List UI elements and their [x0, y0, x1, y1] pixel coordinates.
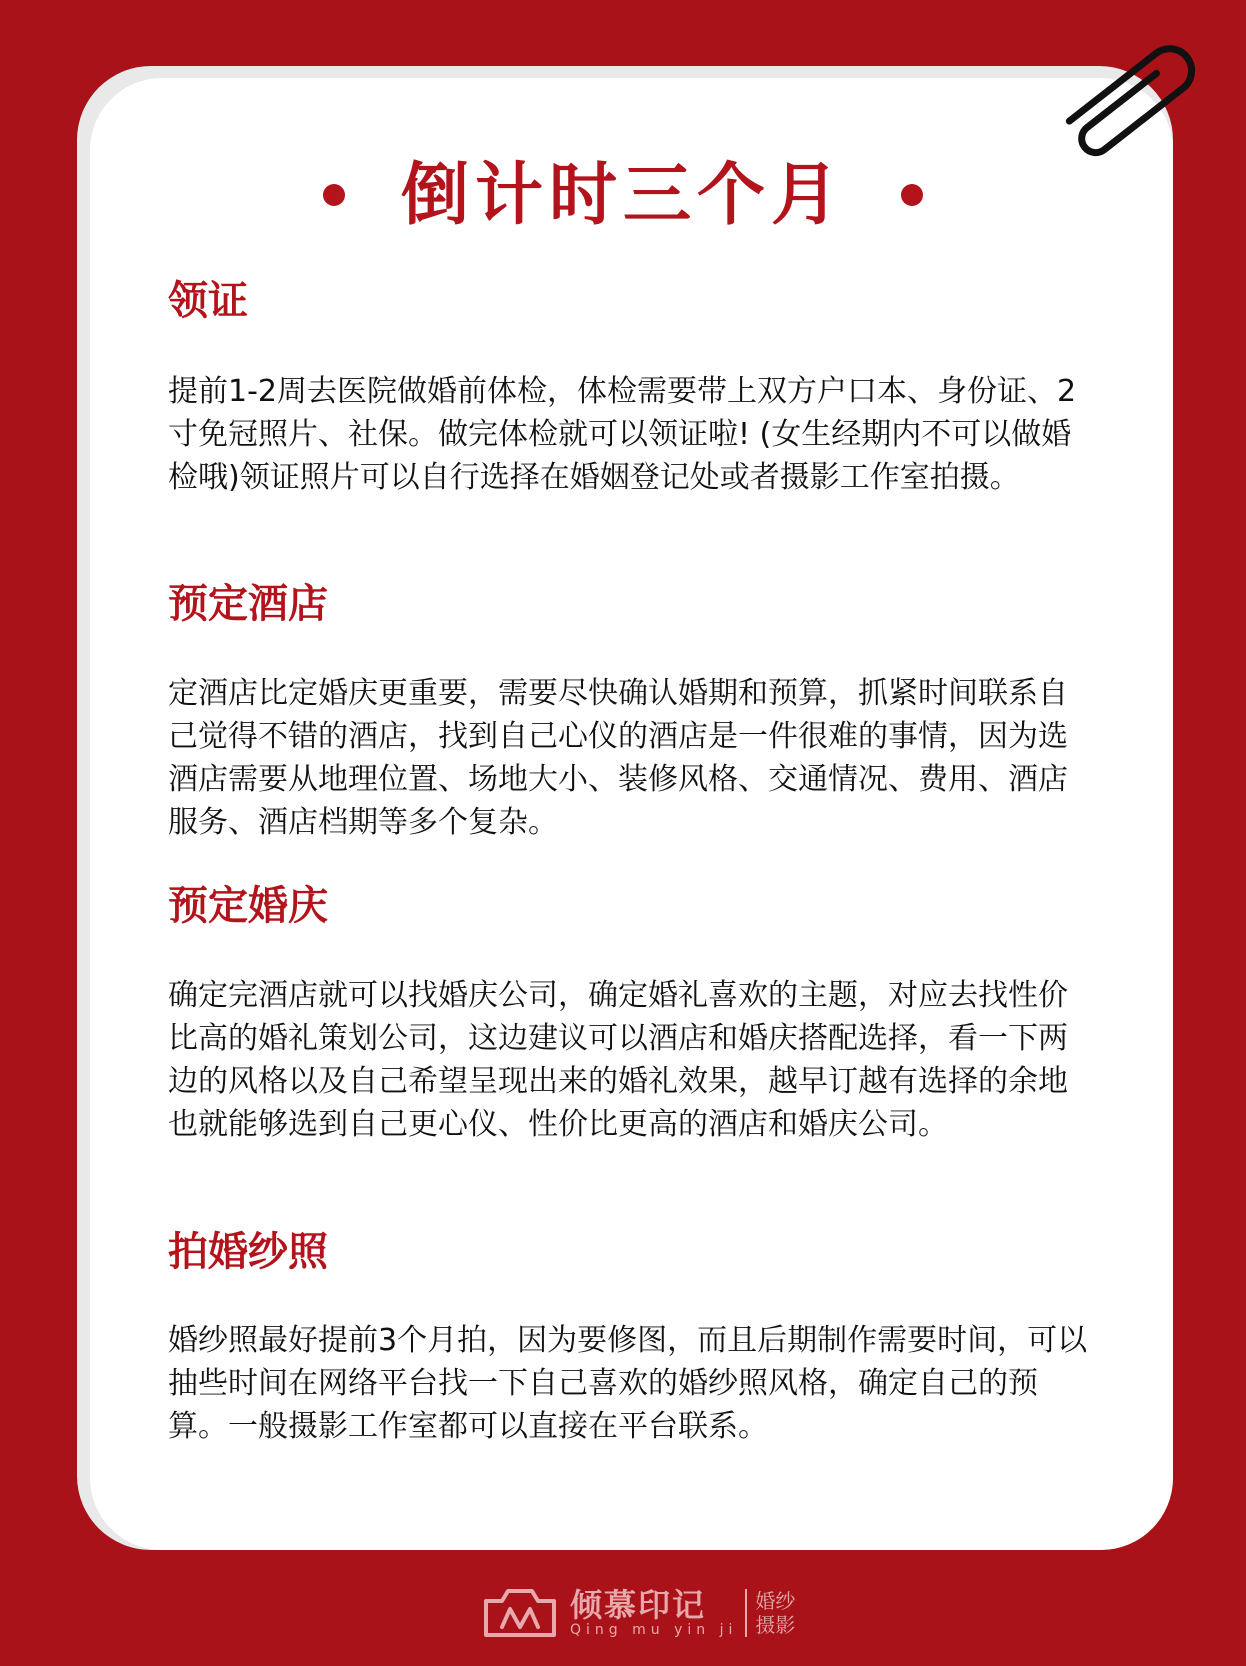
section-body-wedding-planner: 确定完酒店就可以找婚庆公司，确定婚礼喜欢的主题，对应去找性价比高的婚礼策划公司，这边建议可以酒店和婚庆搭配选择，看一下两边的风格以及自己希望呈现出来的婚礼效果，越早订越有选择的余地也就能够选到自己更心仪、性价比更高的酒店和婚庆公司。: [168, 978, 1068, 1142]
camera-logo-icon: [480, 1585, 560, 1641]
title-dot-left: [323, 184, 345, 206]
section-heading-hotel: 预定酒店: [168, 581, 328, 627]
footer-brand: [570, 1588, 737, 1638]
footer-brand-block: [480, 1585, 795, 1641]
footer-divider: [745, 1589, 747, 1637]
title-row: [0, 150, 1246, 240]
section-heading-wedding-photos: 拍婚纱照: [168, 1229, 328, 1275]
title-dot-right: [901, 184, 923, 206]
section-body-license: 提前1-2周去医院做婚前体检，体检需要带上双方户口本、身份证、2寸免冠照片、社保。做完体检就可以领证啦! (女生经期内不可以做婚检哦)领证照片可以自行选择在婚姻登记处或者摄影工作室拍摄。: [168, 374, 1077, 495]
section-body-wedding-photos: 婚纱照最好提前3个月拍，因为要修图，而且后期制作需要时间，可以抽些时间在网络平台找一下自己喜欢的婚纱照风格，确定自己的预算。一般摄影工作室都可以直接在平台联系。: [168, 1323, 1088, 1444]
section-body-hotel: 定酒店比定婚庆更重要，需要尽快确认婚期和预算，抓紧时间联系自己觉得不错的酒店，找到自己心仪的酒店是一件很难的事情，因为选酒店需要从地理位置、场地大小、装修风格、交通情况、费用、酒店服务、酒店档期等多个复杂。: [168, 676, 1068, 840]
section-heading-wedding-planner: 预定婚庆: [168, 883, 328, 929]
brand-name: 倾慕印记: [570, 1586, 707, 1624]
page-title: 倒计时三个月: [400, 155, 845, 235]
footer-tag-line1: 婚纱: [755, 1589, 796, 1613]
footer-tag: [755, 1589, 795, 1637]
brand-pinyin: Qing mu yin ji: [570, 1622, 738, 1638]
footer-tag-line2: 摄影: [755, 1613, 796, 1637]
section-heading-license: 领证: [168, 278, 248, 324]
